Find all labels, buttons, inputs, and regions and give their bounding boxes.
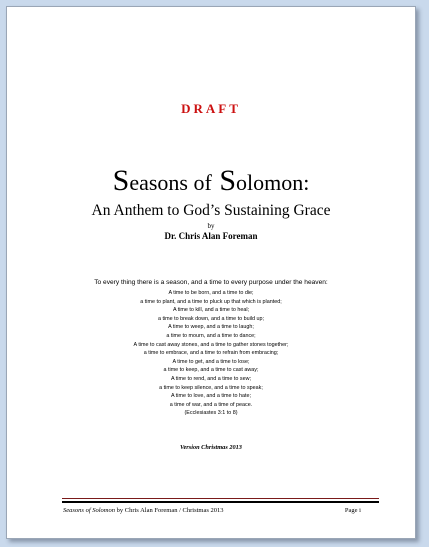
draft-label: DRAFT xyxy=(181,101,241,116)
verse-line: a time to embrace, and a time to refrain from embracing; xyxy=(143,350,279,357)
title-of: of xyxy=(193,170,212,195)
title-s1: S xyxy=(112,164,130,197)
verse-line: A time to be born, and a time to die; xyxy=(168,290,254,296)
footer-rule-thick xyxy=(62,501,379,503)
verse-line: A time to kill, and a time to heal; xyxy=(172,307,250,314)
title-s2: S xyxy=(211,164,236,197)
verse-list xyxy=(7,289,415,418)
verse-line: a time of war, and a time of peace. xyxy=(169,401,253,408)
verse-intro: To every thing there is a season, and a time to every purpose under the heaven: xyxy=(94,279,328,286)
footer-rule-thin xyxy=(62,498,379,499)
verse-line: a time to break down, and a time to build up; xyxy=(157,315,265,322)
title-easons: easons xyxy=(129,170,194,195)
verse-line: A time to rend, and a time to sew; xyxy=(170,375,251,382)
document-subtitle: An Anthem to God’s Sustaining Grace xyxy=(91,202,331,219)
author-name: Dr. Chris Alan Foreman xyxy=(164,231,258,241)
footer-page-number: Page i xyxy=(344,507,361,514)
verse-line: a time to plant, and a time to pluck up that which is planted; xyxy=(140,298,282,305)
title-olomon: olomon: xyxy=(236,170,310,195)
verse-line: A time to get, and a time to lose; xyxy=(172,358,250,365)
verse-line: A time to love, and a time to hate; xyxy=(170,393,251,400)
verse-line: a time to mourn, and a time to dance; xyxy=(166,332,256,339)
footer-byline: by Chris Alan Foreman / Christmas 2013 xyxy=(115,507,224,514)
version-label: Version Christmas 2013 xyxy=(180,444,242,451)
by-line: by xyxy=(207,222,215,230)
verse-reference: (Ecclesiastes 3:1 to 8) xyxy=(184,410,238,417)
verse-line: a time to keep, and a time to cast away; xyxy=(163,367,259,374)
footer-text xyxy=(63,507,224,514)
document-title xyxy=(7,165,415,199)
verse-line: A time to cast away stones, and a time to gather stones together; xyxy=(133,341,289,348)
footer-title: Seasons of Solomon xyxy=(63,507,115,514)
verse-line: a time to keep silence, and a time to speak; xyxy=(159,384,263,391)
verse-line: A time to weep, and a time to laugh; xyxy=(168,324,254,331)
document-page xyxy=(6,6,416,539)
